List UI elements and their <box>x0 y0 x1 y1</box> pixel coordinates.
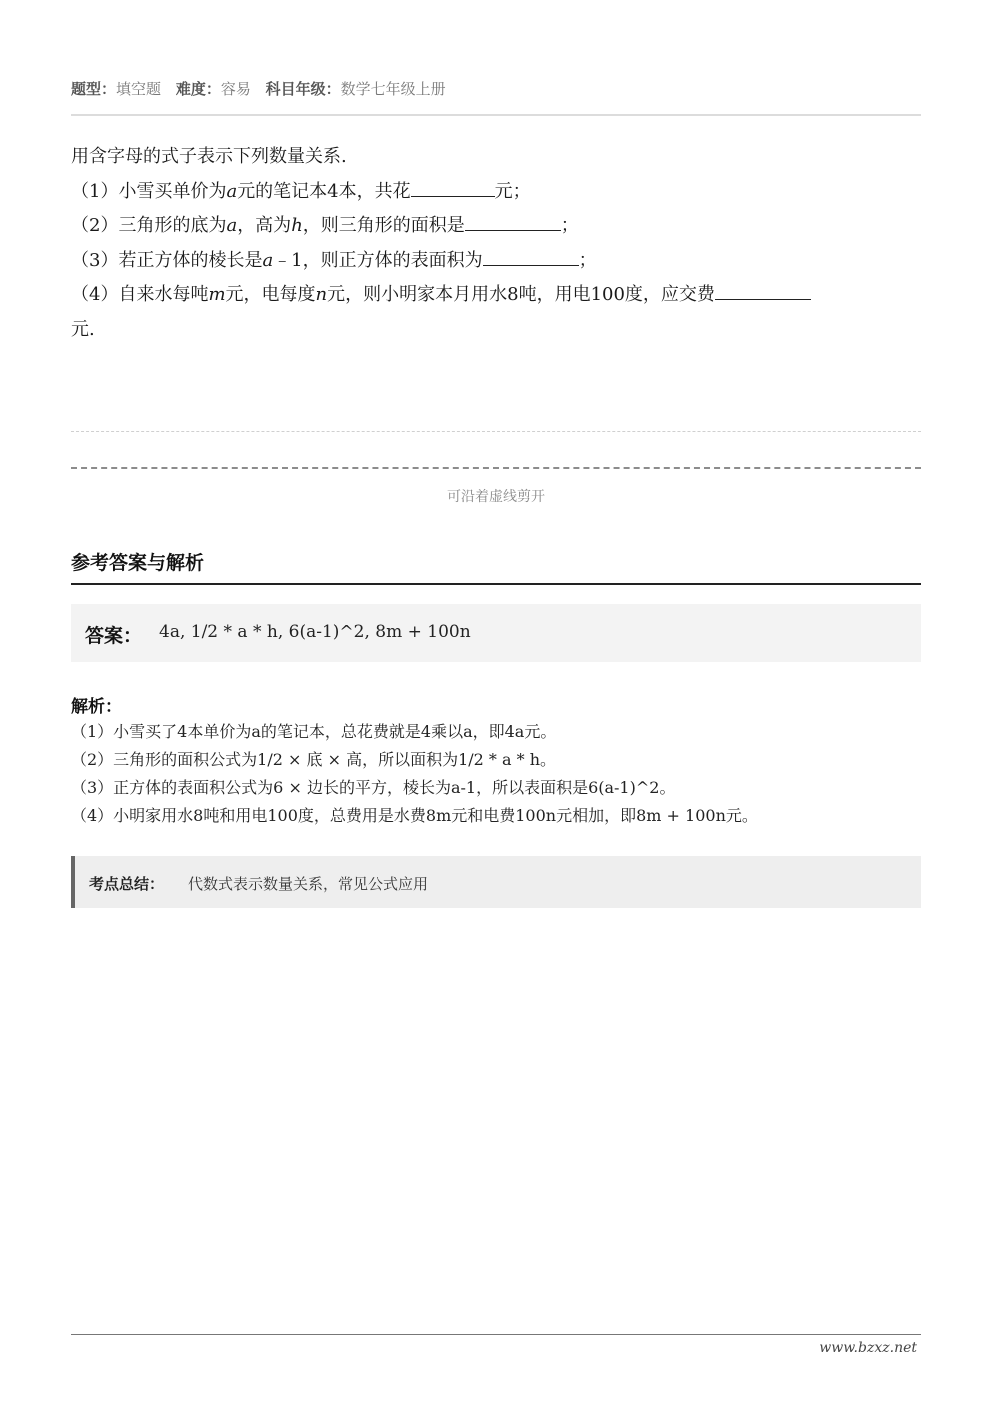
difficulty-value: 容易 <box>220 80 251 98</box>
question-meta <box>71 78 921 100</box>
answer-blank-2[interactable] <box>465 210 561 231</box>
cut-line-light <box>71 431 921 432</box>
answer-section-divider <box>71 583 921 585</box>
cut-hint: 可沿着虚线剪开 <box>447 489 545 505</box>
summary-value: 代数式表示数量关系，常见公式应用 <box>188 875 429 893</box>
analysis-line-3: （3）正方体的表面积公式为6 × 边长的平方，棱长为a-1，所以表面积是6(a-1)^2。 <box>71 778 676 797</box>
footer-site-link[interactable]: www.bzxz.net <box>819 1340 917 1356</box>
question-item-2: （2）三角形的底为a，高为h，则三角形的面积是 ； <box>71 209 921 244</box>
question-item-3: （3）若正方体的棱长是a﹣1，则正方体的表面积为 ； <box>71 244 921 279</box>
answer-blank-4[interactable] <box>715 279 811 300</box>
cut-line <box>71 467 921 469</box>
variable-n: n <box>315 284 328 305</box>
summary-label: 考点总结： <box>89 875 165 893</box>
answer-value: 4a, 1/2 * a * h, 6(a-1)^2, 8m + 100n <box>159 622 471 642</box>
variable-a: a <box>226 180 238 202</box>
question-body <box>71 140 921 347</box>
question-item-4-continuation: 元. <box>71 318 95 340</box>
answer-blank-1[interactable] <box>411 176 495 197</box>
answer-section-title: 参考答案与解析 <box>71 552 205 574</box>
analysis-label: 解析： <box>71 697 122 717</box>
analysis-body <box>71 718 921 830</box>
variable-a: a <box>226 215 238 236</box>
subject-label: 科目年级： <box>265 80 341 98</box>
answer-label: 答案： <box>85 625 143 647</box>
summary-box <box>71 856 921 908</box>
type-value: 填空题 <box>116 80 162 98</box>
footer-divider <box>71 1334 921 1335</box>
difficulty-label: 难度： <box>175 80 221 98</box>
analysis-line-2: （2）三角形的面积公式为1/2 × 底 × 高，所以面积为1/2 * a * h。 <box>71 750 557 769</box>
question-item-1: （1）小雪买单价为a元的笔记本4本，共花 元； <box>71 175 921 210</box>
analysis-line-4: （4）小明家用水8吨和用电100度，总费用是水费8m元和电费100n元相加，即8m + 100n元。 <box>71 806 758 825</box>
variable-h: h <box>291 215 303 236</box>
answer-blank-3[interactable] <box>483 245 579 266</box>
answer-box <box>71 604 921 662</box>
subject-value: 数学七年级上册 <box>340 80 446 98</box>
question-stem: 用含字母的式子表示下列数量关系. <box>71 146 347 167</box>
question-item-4: （4）自来水每吨m元，电每度n元，则小明家本月用水8吨，用电100度，应交费 <box>71 278 921 313</box>
variable-m: m <box>208 284 226 305</box>
meta-divider <box>71 114 921 116</box>
type-label: 题型： <box>71 80 117 98</box>
analysis-line-1: （1）小雪买了4本单价为a的笔记本，总花费就是4乘以a，即4a元。 <box>71 722 557 741</box>
variable-a: a <box>262 249 274 271</box>
